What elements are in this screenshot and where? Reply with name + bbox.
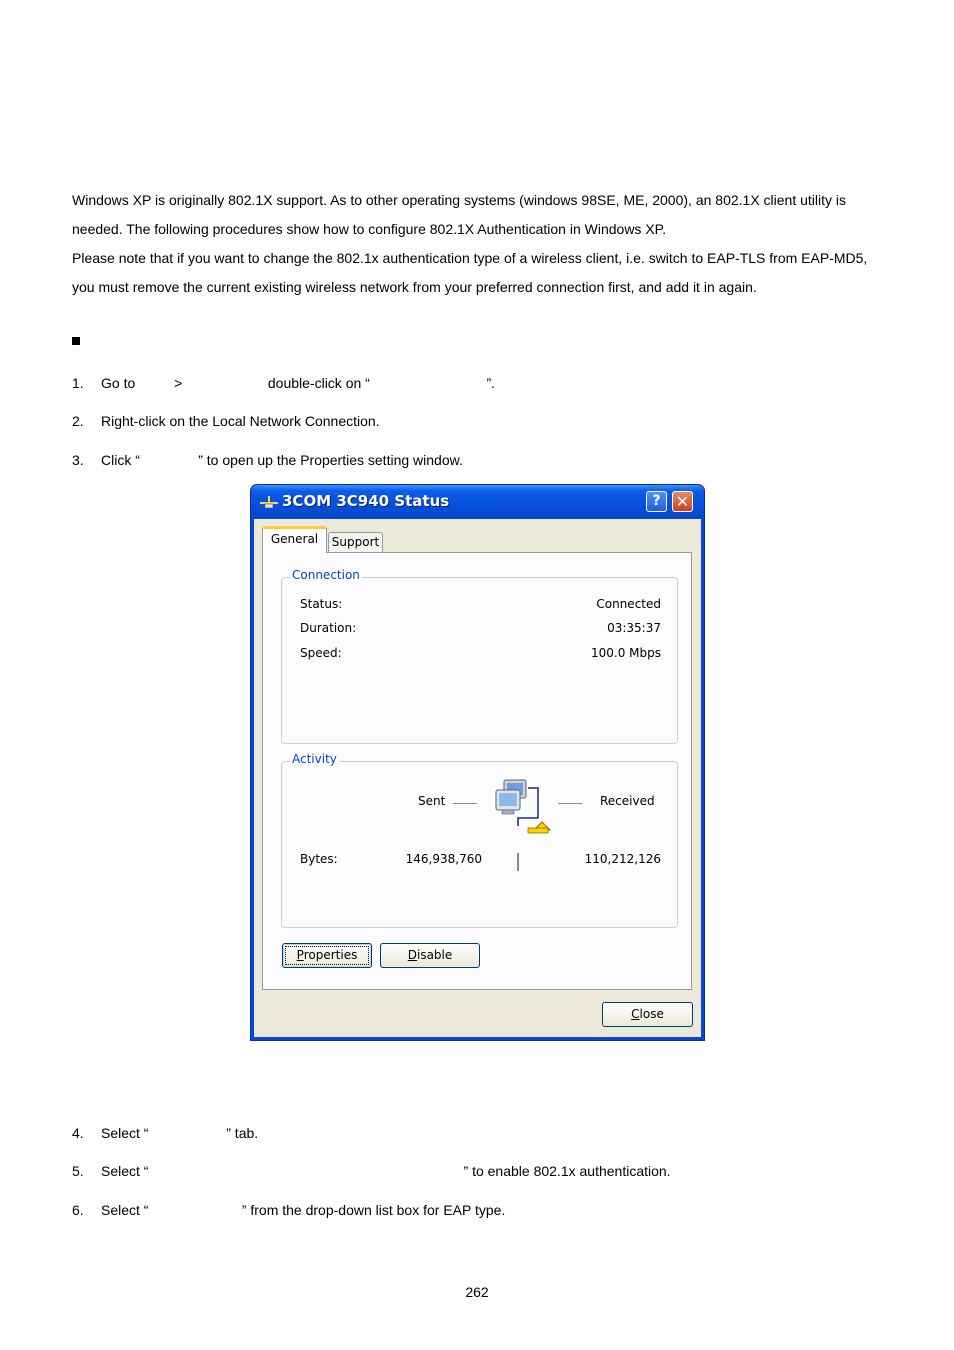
close-window-button[interactable]: ✕ — [672, 491, 693, 512]
intro-line-1: Windows XP is originally 802.1X support. As to other operating systems (windows 98SE, ME, 2000), an 802.1X client utility is — [72, 192, 847, 208]
tab-support[interactable]: Support — [328, 532, 383, 552]
received-label: Received — [600, 794, 655, 808]
disable-label: isable — [416, 948, 453, 962]
disable-button[interactable] — [380, 943, 480, 968]
duration-label: Duration: — [300, 621, 357, 635]
close-label: lose — [639, 1007, 664, 1021]
received-line — [558, 803, 582, 804]
step-text: Go to > double-click on “ ”. — [101, 375, 496, 391]
intro-line-4: you must remove the current existing wireless network from your preferred connection first, and add it in again. — [72, 279, 757, 295]
network-connection-icon — [259, 494, 279, 510]
step-text: Select “ ” from the drop-down list box for EAP type. — [101, 1202, 506, 1218]
connection-legend: Connection — [292, 568, 360, 582]
network-computers-icon — [492, 778, 556, 838]
bullet-square-icon — [72, 337, 80, 345]
duration-value: 03:35:37 — [607, 621, 661, 635]
step-text: Select “ ” tab. — [101, 1125, 259, 1141]
step-number: 3. — [72, 452, 84, 468]
sent-label: Sent — [418, 794, 446, 808]
close-accelerator: C — [631, 1007, 640, 1021]
step-number: 6. — [72, 1202, 84, 1218]
bytes-divider — [517, 853, 519, 871]
step-text: Select “ ” to enable 802.1x authentication. — [101, 1163, 671, 1179]
step-text: Right-click on the Local Network Connection. — [101, 413, 380, 429]
step-number: 1. — [72, 375, 84, 391]
speed-label: Speed: — [300, 646, 342, 660]
step-number: 2. — [72, 413, 84, 429]
sent-line — [453, 803, 477, 804]
intro-line-2: needed. The following procedures show how to configure 802.1X Authentication in Windows XP. — [72, 221, 667, 237]
status-value: Connected — [596, 597, 661, 611]
help-button[interactable]: ? — [646, 491, 667, 512]
step-number: 5. — [72, 1163, 84, 1179]
properties-button[interactable] — [282, 943, 372, 968]
disable-accelerator: D — [407, 948, 417, 962]
activity-legend: Activity — [292, 752, 337, 766]
dialog-title: 3COM 3C940 Status — [282, 492, 450, 510]
dialog-titlebar[interactable] — [251, 485, 704, 519]
speed-value: 100.0 Mbps — [590, 646, 661, 660]
bytes-received-value: 110,212,126 — [584, 852, 661, 866]
status-label: Status: — [300, 597, 343, 611]
step-text: Click “ ” to open up the Properties setting window. — [101, 452, 463, 468]
step-number: 4. — [72, 1125, 84, 1141]
bytes-label: Bytes: — [300, 852, 338, 866]
activity-group — [281, 752, 678, 928]
dialog-client-area — [254, 519, 701, 1037]
tab-general[interactable]: General — [262, 526, 327, 553]
general-tab-panel — [262, 552, 692, 990]
status-dialog — [250, 484, 705, 1041]
connection-group — [281, 568, 678, 744]
properties-label: roperties — [303, 948, 358, 962]
page-number: 262 — [465, 1284, 489, 1300]
intro-line-3: Please note that if you want to change the 802.1x authentication type of a wireless client, i.e. switch to EAP-TLS from EAP-MD5, — [72, 250, 868, 266]
close-button[interactable] — [602, 1002, 693, 1027]
bytes-sent-value: 146,938,760 — [405, 852, 482, 866]
properties-accelerator: P — [296, 948, 304, 962]
